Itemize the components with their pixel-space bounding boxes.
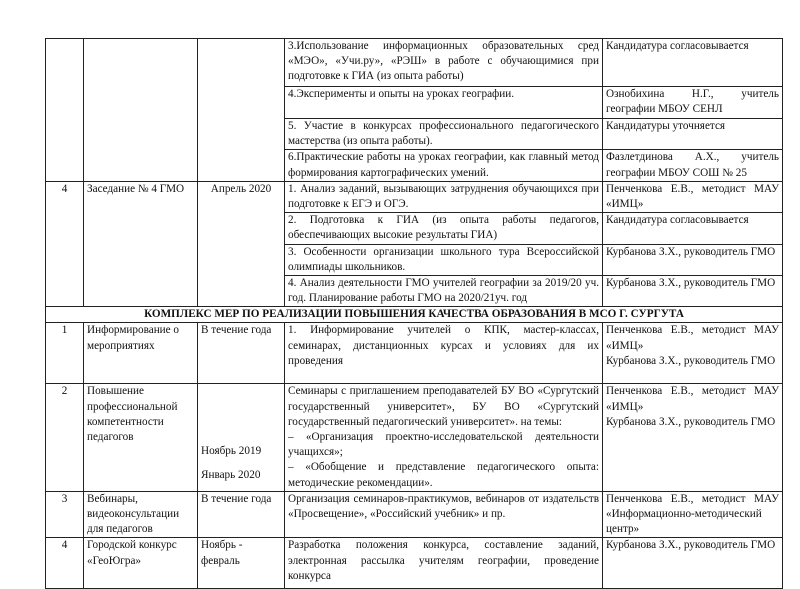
title-cell: Вебинары, видеоконсультации для педагогов xyxy=(84,491,198,538)
plan-table xyxy=(45,38,783,589)
date-cell: В течение года xyxy=(198,323,285,384)
date-line: Январь 2020 xyxy=(201,468,261,481)
topic-cell: 5. Участие в конкурсах профессионального педагогического мастерства (из опыта работы). xyxy=(285,119,603,150)
topic-cell: 4. Анализ деятельности ГМО учителей географии за 2019/20 уч. год. Планирование работы ГМО на 2020/21уч. год xyxy=(285,276,603,307)
responsible-line: Курбанова З.Х., руководитель ГМО xyxy=(606,354,776,367)
responsible-cell: Кандидатура согласовывается xyxy=(603,39,783,87)
topic-cell: 1. Информирование учителей о КПК, мастер-классах, семинарах, дистанционных курсах и условиях для их проведения xyxy=(285,323,603,384)
topic-cell: 3. Особенности организации школьного тура Всероссийской олимпиады школьников. xyxy=(285,244,603,275)
responsible-line: Курбанова З.Х., руководитель ГМО xyxy=(606,415,776,428)
table-row xyxy=(46,491,783,538)
topic-cell: 3.Использование информационных образовательных сред «МЭО», «Учи.ру», «РЭШ» в работе с обучающимися при подготовке к ГИА (из опыта работы) xyxy=(285,39,603,87)
topic-cell: 2. Подготовка к ГИА (из опыта работы педагогов, обеспечивающих высокие результаты ГИА) xyxy=(285,213,603,244)
responsible-cell: Ознобихина Н.Г., учитель географии МБОУ СЕНЛ xyxy=(603,87,783,119)
responsible-cell: Кандидатура согласовывается xyxy=(603,213,783,244)
date-cell: Ноябрь - февраль xyxy=(198,538,285,589)
table-row xyxy=(46,39,783,87)
table-row xyxy=(46,384,783,491)
date-line: Ноябрь 2019 xyxy=(201,445,262,458)
topic-line: Семинары с приглашением преподавателей БУ ВО «Сургутский государственный университет», БУ ВО «Сургутский государственный педагогический университет». на темы: xyxy=(288,385,599,428)
responsible-line: Пенченкова Е.В., методист МАУ «ИМЦ» xyxy=(606,385,779,413)
table-row xyxy=(46,181,783,212)
topic-line: – «Обобщение и представление педагогического опыта: методические рекомендации». xyxy=(288,461,599,489)
date-cell xyxy=(198,39,285,182)
num-cell xyxy=(46,39,84,182)
topic-cell xyxy=(285,384,603,491)
responsible-cell: Кандидатуры уточняется xyxy=(603,119,783,150)
title-cell: Городской конкурс «ГеоЮгра» xyxy=(84,538,198,589)
title-cell: Информирование о мероприятиях xyxy=(84,323,198,384)
responsible-cell: Пенченкова Е.В., методист МАУ «Информационно-методический центр» xyxy=(603,491,783,538)
title-cell xyxy=(84,39,198,182)
responsible-line: Пенченкова Е.В., методист МАУ «ИМЦ» xyxy=(606,324,779,352)
topic-line: – «Организация проектно-исследовательской деятельности учащихся»; xyxy=(288,431,599,459)
topic-cell: Организация семинаров-практикумов, вебинаров от издательств «Просвещение», «Российский учебник» и пр. xyxy=(285,491,603,538)
responsible-cell: Курбанова З.Х., руководитель ГМО xyxy=(603,244,783,275)
num-cell: 3 xyxy=(46,491,84,538)
table-row xyxy=(46,323,783,384)
responsible-cell xyxy=(603,323,783,384)
section-header-row xyxy=(46,307,783,323)
num-cell: 1 xyxy=(46,323,84,384)
num-cell: 4 xyxy=(46,538,84,589)
title-cell: Повышение профессиональной компетентности педагогов xyxy=(84,384,198,491)
topic-cell: Разработка положения конкурса, составление заданий, электронная рассылка учителям географии, проведение конкурса xyxy=(285,538,603,589)
date-cell: Апрель 2020 xyxy=(198,181,285,307)
num-cell: 2 xyxy=(46,384,84,491)
responsible-cell: Курбанова З.Х., руководитель ГМО xyxy=(603,538,783,589)
responsible-cell: Фазлетдинова А.Х., учитель географии МБОУ СОШ № 25 xyxy=(603,150,783,181)
num-cell: 4 xyxy=(46,181,84,307)
title-cell: Заседание № 4 ГМО xyxy=(84,181,198,307)
responsible-cell: Курбанова З.Х., руководитель ГМО xyxy=(603,276,783,307)
date-cell xyxy=(198,384,285,491)
section-header: КОМПЛЕКС МЕР ПО РЕАЛИЗАЦИИ ПОВЫШЕНИЯ КАЧЕСТВА ОБРАЗОВАНИЯ В МСО Г. СУРГУТА xyxy=(46,307,783,323)
topic-cell: 1. Анализ заданий, вызывающих затруднения обучающихся при подготовке к ЕГЭ и ОГЭ. xyxy=(285,181,603,212)
table-row xyxy=(46,538,783,589)
date-cell: В течение года xyxy=(198,491,285,538)
responsible-cell: Пенченкова Е.В., методист МАУ «ИМЦ» xyxy=(603,181,783,212)
responsible-cell xyxy=(603,384,783,491)
topic-cell: 6.Практические работы на уроках географии, как главный метод формирования картографических умений. xyxy=(285,150,603,181)
topic-cell: 4.Эксперименты и опыты на уроках географии. xyxy=(285,87,603,119)
